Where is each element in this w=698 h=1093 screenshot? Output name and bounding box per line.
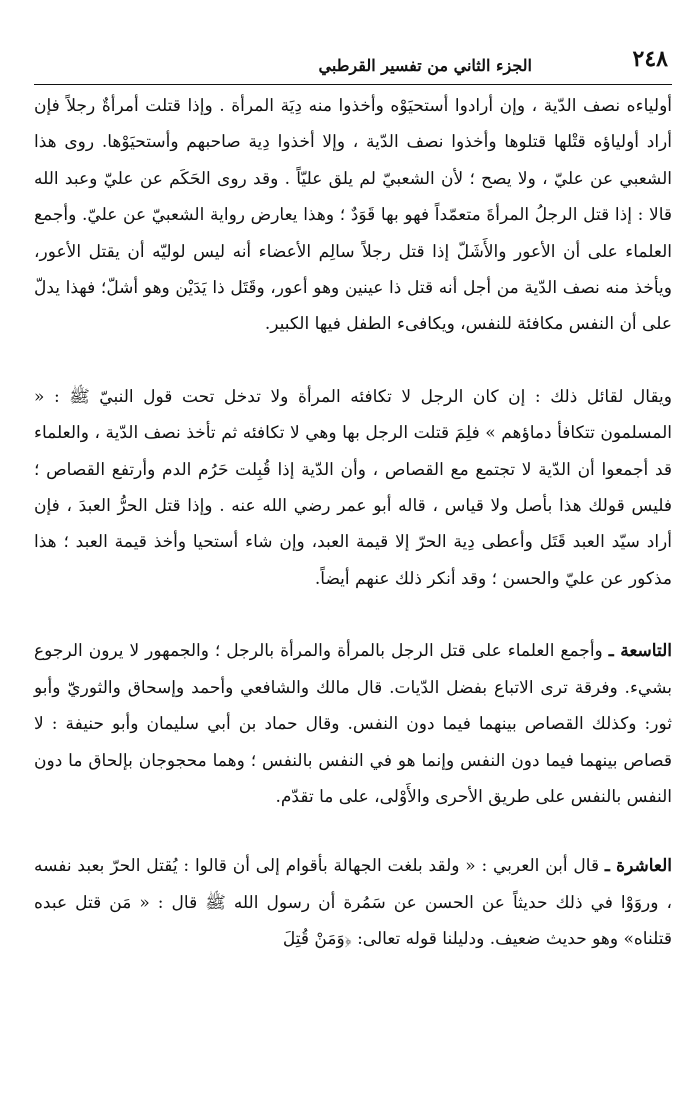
paragraph xyxy=(34,379,672,597)
page-header xyxy=(34,44,672,85)
paragraph-text: وأجمع العلماء على قتل الرجل بالمرأة والمرأة بالرجل ؛ والجمهور لا يرون الرجوع بشيء. وفرقة ترى الاتباع بفضل الدّيات. قال مالك والشافعي وأحمد وإسحاق والثوريّ وأبو ثور: وكذلك القصاص بينهما فيما دون النفس. وقال حماد بن أبي سليمان وأبو حنيفة : لا قصاص بينهما فيما دون النفس وإنما هو في النفس بالنفس ؛ وهما محجوجان بإلحاق ما دون النفس بالنفس على طريق الأحرى والأَوْلى، على ما تقدّم. xyxy=(34,641,672,807)
paragraph-text: ويقال لقائل ذلك : إن كان الرجل لا تكافئه المرأة ولا تدخل تحت قول النبيّ ﷺ : « المسلمون تتكافأ دماؤهم » فلِمَ قتلت الرجل بها وهي لا تكافئه ثم تأخذ نصف الدّية ، والعلماء قد أجمعوا أن الدّية لا تجتمع مع القصاص ، وأن الدّية إذا قُبِلت حَرُم الدم وأرتفع القصاص ؛ فليس قولك هذا بأصل ولا قياس ، قاله أبو عمر رضي الله عنه . وإذا قتل الحرُّ العبدَ ، فإن أراد سيّد العبد قَتَل وأعطى دِية الحرّ إلا قيمة العبد، وإن شاء أستحيا وأخذ قيمة العبد ؛ هذا مذكور عن عليّ والحسن ؛ وقد أنكر ذلك عنهم أيضاً. xyxy=(34,386,673,589)
paragraph-text: قال أبن العربي : « ولقد بلغت الجهالة بأقوام إلى أن قالوا : يُقتل الحرّ بعبد نفسه ، وروَوْا في ذلك حديثاً عن الحسن عن سَمُرة أن رسول الله ﷺ قال : « مَن قتل عبده قتلناه» وهو حديث ضعيف. ودليلنا قوله تعالى: ﴿وَمَنْ قُتِلَ xyxy=(34,856,672,950)
paragraph-ninth xyxy=(34,633,672,815)
page-number: ٢٤٨ xyxy=(632,46,668,72)
running-title: الجزء الثاني من تفسير القرطبي xyxy=(318,56,532,75)
paragraph-tenth xyxy=(34,848,672,957)
body-text xyxy=(34,88,672,958)
paragraph-lead: التاسعة ـ xyxy=(608,641,673,662)
paragraph xyxy=(34,88,672,343)
paragraph-text: أولياءه نصف الدّية ، وإن أرادوا أستحيَوْه وأخذوا منه دِيَة المرأة . وإذا قتلت أمرأةٌ رجلاً فإن أراد أولياؤه قتْلها قتلوها وأخذوا نصف الدّية ، وإلا أخذوا دِية صاحبهم وأستحيَوْها. روى هذا الشعبي عن عليّ ، ولا يصح ؛ لأن الشعبيّ لم يلق عليّاً . وقد روى الحَكَم عن عليّ وعبد الله قالا : إذا قتل الرجلُ المرأةَ متعمّداً فهو بها قَوَدٌ ؛ وهذا يعارض رواية الشعبيّ عن عليّ. وأجمع العلماء على أن الأعور والأَشَلّ إذا قتل رجلاً سالِم الأعضاء أنه ليس لوليّه أن يقتل الأعور، ويأخذ منه نصف الدّية من أجل أنه قتل ذا عينين وهو أعور، وقَتَل ذا يَدَيْن وهو أشلّ؛ فهذا يدلّ على أن النفس مكافئة للنفس، ويكافىء الطفل فيها الكبير. xyxy=(34,96,672,335)
paragraph-lead: العاشرة ـ xyxy=(604,856,672,877)
